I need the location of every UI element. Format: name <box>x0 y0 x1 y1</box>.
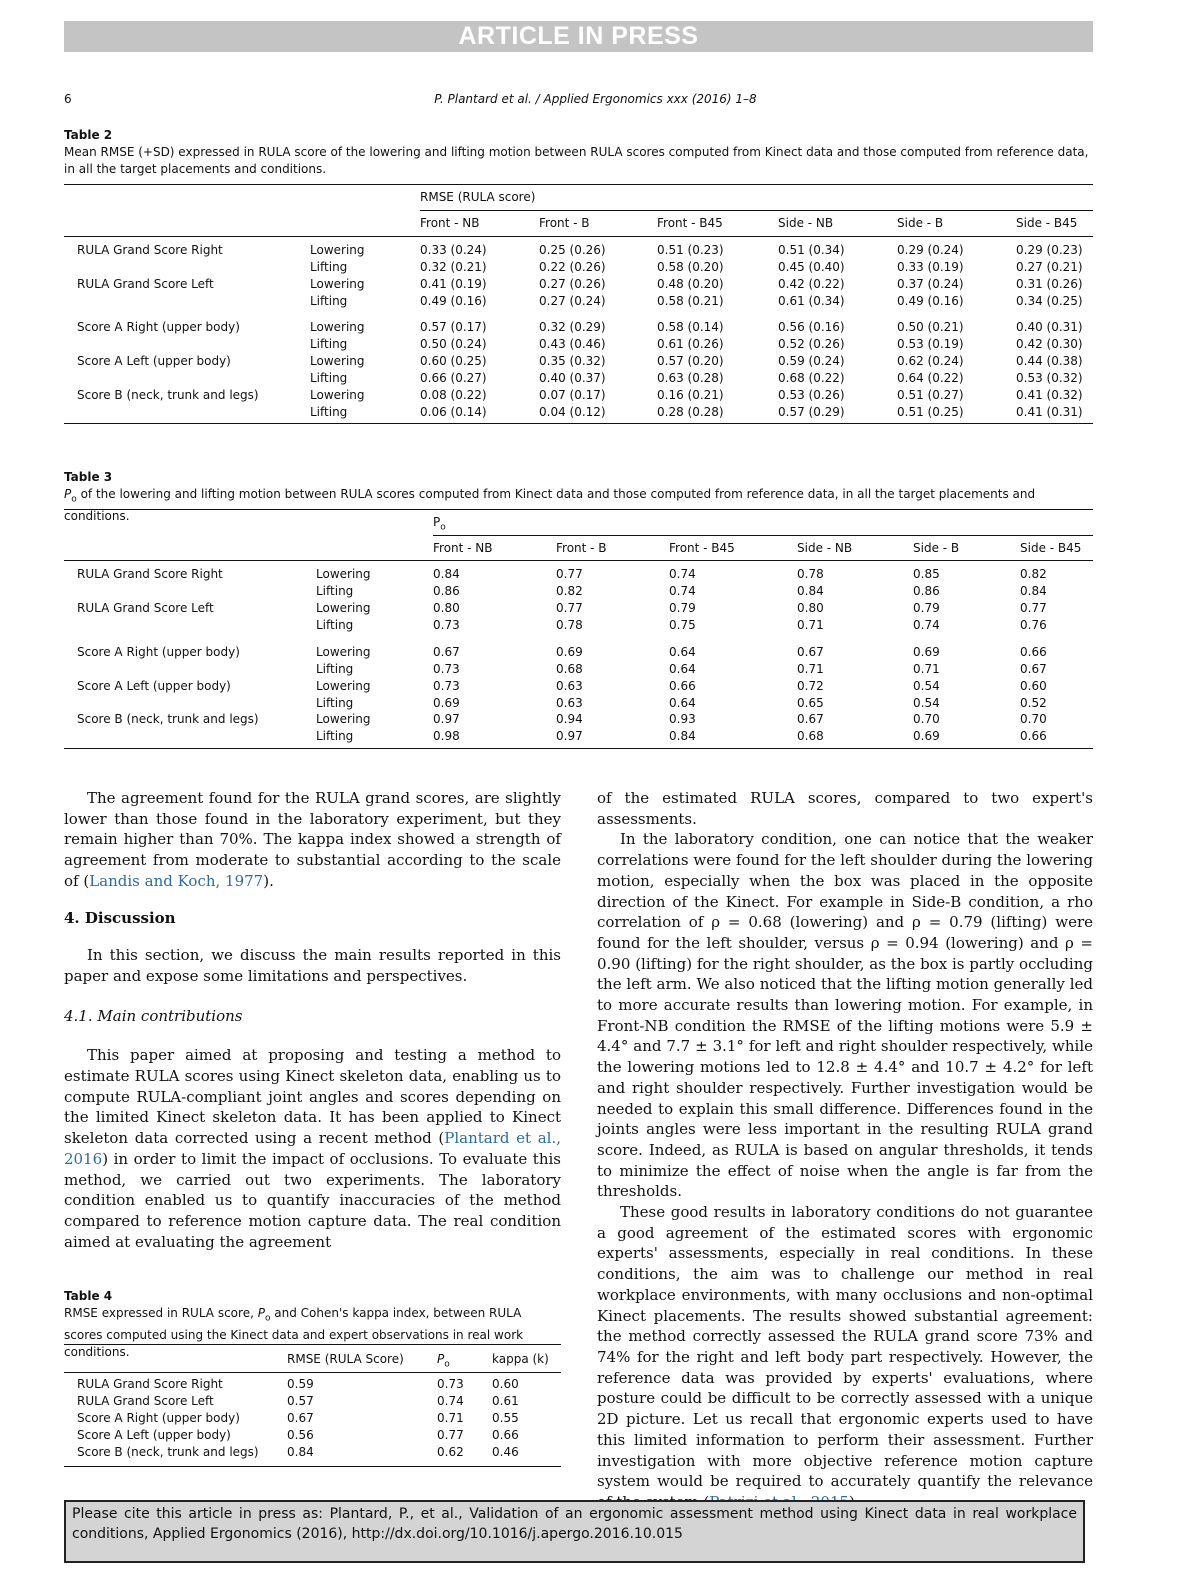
table3-cell: 0.69 <box>433 696 460 710</box>
table3-row-motion: Lifting <box>316 696 354 710</box>
table4-cell: 0.56 <box>287 1428 314 1442</box>
table2-cell: 0.06 (0.14) <box>420 405 487 419</box>
table2-cell: 0.42 (0.30) <box>1016 337 1083 351</box>
table4-cell: 0.59 <box>287 1377 314 1391</box>
table3-row-name: RULA Grand Score Right <box>77 567 223 581</box>
table2-cell: 0.50 (0.21) <box>897 320 964 334</box>
table3-row-motion: Lowering <box>316 601 371 615</box>
table3-row-motion: Lifting <box>316 584 354 598</box>
table4-row-name: RULA Grand Score Left <box>77 1394 214 1408</box>
table2-row-name: Score A Left (upper body) <box>77 354 231 368</box>
table3-col-header: Side - B <box>913 541 960 555</box>
table2-cell: 0.49 (0.16) <box>897 294 964 308</box>
table4-cell: 0.73 <box>437 1377 464 1391</box>
right-paragraph-3: These good results in laboratory conditions do not guarantee a good agreement of the estimated scores with ergonomic experts' assessments, especially in real conditions. In these conditions, the aim was to challenge our method in real workplace environments, with many occlusions and non-optimal Kinect placements. The results showed substantial agreement: the method correctly assessed the RULA grand score 73% and 74% for the right and left body part respectively. However, the reference data was provided by experts' evaluations, where posture could be difficult to be correctly assessed with a unique 2D picture. Let us recall that ergonomic experts used to have this limited information to perform their assessment. Further investigation with more objective reference motion capture system would be required to accurately quantify the relevance <box>597 1202 1093 1513</box>
table2-cell: 0.63 (0.28) <box>657 371 724 385</box>
table3-col-header: Side - NB <box>797 541 853 555</box>
table3-row-motion: Lowering <box>316 679 371 693</box>
table3-cell: 0.66 <box>669 679 696 693</box>
table2-cell: 0.43 (0.46) <box>539 337 606 351</box>
table2-cell: 0.28 (0.28) <box>657 405 724 419</box>
table2-cell: 0.04 (0.12) <box>539 405 606 419</box>
article-in-press-banner: ARTICLE IN PRESS <box>64 21 1093 52</box>
table3-row-motion: Lifting <box>316 618 354 632</box>
table3-label: Table 3 <box>64 470 113 484</box>
table3-cell: 0.64 <box>669 696 696 710</box>
table3-cell: 0.71 <box>797 618 824 632</box>
table3-cell: 0.93 <box>669 712 696 726</box>
table2-cell: 0.33 (0.19) <box>897 260 964 274</box>
right-column <box>597 788 1093 1513</box>
left-paragraph-1: The agreement found for the RULA grand scores, are slightly lower than those found in the laboratory experiment, but they remain higher than 70%. The kappa index showed a strength of agreement from moderate to substantial according to the scale of (Landis and Koch, 1977). <box>64 789 561 890</box>
table4-cell: 0.71 <box>437 1411 464 1425</box>
table3-row-name: Score B (neck, trunk and legs) <box>77 712 259 726</box>
table3-cell: 0.79 <box>669 601 696 615</box>
table3-cell: 0.69 <box>913 645 940 659</box>
table2-cell: 0.56 (0.16) <box>778 320 845 334</box>
table2-cell: 0.29 (0.23) <box>1016 243 1083 257</box>
table2-cell: 0.40 (0.31) <box>1016 320 1083 334</box>
table3-cell: 0.68 <box>556 662 583 676</box>
table3-cell: 0.70 <box>913 712 940 726</box>
table2-row-name: RULA Grand Score Right <box>77 243 223 257</box>
table2-cell: 0.58 (0.14) <box>657 320 724 334</box>
table2-row-motion: Lifting <box>310 371 348 385</box>
table2-cell: 0.16 (0.21) <box>657 388 724 402</box>
table3-cell: 0.78 <box>556 618 583 632</box>
table2-row-name: Score A Right (upper body) <box>77 320 240 334</box>
table2-cell: 0.57 (0.29) <box>778 405 845 419</box>
table2-row-motion: Lowering <box>310 354 365 368</box>
table4-cell: 0.66 <box>492 1428 519 1442</box>
table3-row-name: RULA Grand Score Left <box>77 601 214 615</box>
table3-cell: 0.67 <box>433 645 460 659</box>
table2-row-motion: Lowering <box>310 388 365 402</box>
table3-cell: 0.98 <box>433 729 460 743</box>
table3-cell: 0.69 <box>913 729 940 743</box>
table2-col-header: Front - B45 <box>657 216 723 230</box>
table2-cell: 0.48 (0.20) <box>657 277 724 291</box>
table2-row-motion: Lifting <box>310 294 348 308</box>
table2-cell: 0.64 (0.22) <box>897 371 964 385</box>
subsection-heading-main-contributions: 4.1. Main contributions <box>64 1006 243 1025</box>
table3-cell: 0.66 <box>1020 729 1047 743</box>
table4-caption: Table 4 RMSE expressed in RULA score, $P_o$ and Cohen's kappa index, between RULA scores computed using the Kinect data and expert observations in real work conditions. <box>64 1288 561 1361</box>
table3-row-motion: Lifting <box>316 729 354 743</box>
table3-cell: 0.73 <box>433 618 460 632</box>
table3-cell: 0.69 <box>556 645 583 659</box>
table4-col-header: kappa (k) <box>492 1352 549 1366</box>
table2-col-header: Side - B <box>897 216 944 230</box>
table2-cell: 0.58 (0.21) <box>657 294 724 308</box>
table3-cell: 0.65 <box>797 696 824 710</box>
table2-cell: 0.32 (0.21) <box>420 260 487 274</box>
table2-cell: 0.49 (0.16) <box>420 294 487 308</box>
table2-row-motion: Lowering <box>310 243 365 257</box>
table3-cell: 0.77 <box>556 601 583 615</box>
table4-cell: 0.57 <box>287 1394 314 1408</box>
table2-cell: 0.32 (0.29) <box>539 320 606 334</box>
table3-cell: 0.64 <box>669 645 696 659</box>
left-paragraph-2: In this section, we discuss the main results reported in this paper and expose some limitations and perspectives. <box>64 946 561 985</box>
table2-cell: 0.29 (0.24) <box>897 243 964 257</box>
table2-caption <box>64 127 1093 178</box>
table4-cell: 0.60 <box>492 1377 519 1391</box>
table2-cell: 0.62 (0.24) <box>897 354 964 368</box>
table2-cell: 0.31 (0.26) <box>1016 277 1083 291</box>
table3-group-header: $P_o$ <box>433 515 446 533</box>
table3-cell: 0.72 <box>797 679 824 693</box>
table2-row-motion: Lifting <box>310 337 348 351</box>
table2-cell: 0.37 (0.24) <box>897 277 964 291</box>
table3-cell: 0.67 <box>1020 662 1047 676</box>
table4-row-name: Score A Right (upper body) <box>77 1411 240 1425</box>
table3-cell: 0.54 <box>913 696 940 710</box>
table2-row-motion: Lifting <box>310 405 348 419</box>
table2-cell: 0.25 (0.26) <box>539 243 606 257</box>
table3-col-header: Front - B <box>556 541 607 555</box>
table4-cell: 0.55 <box>492 1411 519 1425</box>
table3-cell: 0.84 <box>433 567 460 581</box>
table3-cell: 0.76 <box>1020 618 1047 632</box>
table3-row-motion: Lifting <box>316 662 354 676</box>
table3-row-motion: Lowering <box>316 567 371 581</box>
table3-caption-text: of the lowering and lifting motion between RULA scores computed from Kinect data and those computed from reference data, in all the target placements and conditions. <box>64 487 1036 524</box>
running-head: P. Plantard et al. / Applied Ergonomics xxx (2016) 1–8 <box>434 92 757 106</box>
table2-cell: 0.51 (0.25) <box>897 405 964 419</box>
table3-row-motion: Lowering <box>316 645 371 659</box>
table3-cell: 0.67 <box>797 645 824 659</box>
table2-cell: 0.60 (0.25) <box>420 354 487 368</box>
table4-cell: 0.62 <box>437 1445 464 1459</box>
table4-row-name: Score A Left (upper body) <box>77 1428 231 1442</box>
table2-cell: 0.27 (0.26) <box>539 277 606 291</box>
table3-cell: 0.82 <box>556 584 583 598</box>
table2-row-name: RULA Grand Score Left <box>77 277 214 291</box>
table4-cell: 0.67 <box>287 1411 314 1425</box>
table2-cell: 0.51 (0.27) <box>897 388 964 402</box>
table2-col-header: Side - B45 <box>1016 216 1078 230</box>
table3-cell: 0.86 <box>913 584 940 598</box>
table3-cell: 0.94 <box>556 712 583 726</box>
table4-cell: 0.46 <box>492 1445 519 1459</box>
table2-cell: 0.08 (0.22) <box>420 388 487 402</box>
table2-cell: 0.53 (0.26) <box>778 388 845 402</box>
table3-cell: 0.74 <box>913 618 940 632</box>
table2-cell: 0.41 (0.32) <box>1016 388 1083 402</box>
table3-cell: 0.75 <box>669 618 696 632</box>
table3-cell: 0.73 <box>433 679 460 693</box>
table4-col-header: $P_o$ <box>437 1352 450 1370</box>
table2-row-name: Score B (neck, trunk and legs) <box>77 388 259 402</box>
left-column <box>64 788 561 1252</box>
table2-cell: 0.61 (0.26) <box>657 337 724 351</box>
ref-plantard-2016[interactable]: Plantard et al., 2016 <box>64 1129 561 1168</box>
table3-cell: 0.63 <box>556 679 583 693</box>
table2-cell: 0.42 (0.22) <box>778 277 845 291</box>
table3-row-motion: Lowering <box>316 712 371 726</box>
table2-cell: 0.51 (0.23) <box>657 243 724 257</box>
table3-cell: 0.84 <box>1020 584 1047 598</box>
table2-cell: 0.40 (0.37) <box>539 371 606 385</box>
table3-cell: 0.71 <box>797 662 824 676</box>
table3-cell: 0.67 <box>797 712 824 726</box>
table2-cell: 0.33 (0.24) <box>420 243 487 257</box>
table2-caption-text: Mean RMSE (+SD) expressed in RULA score of the lowering and lifting motion between RULA scores computed from Kinect data and those computed from reference data, in all the target placements and conditions. <box>64 145 1089 176</box>
page-number: 6 <box>64 92 72 106</box>
table3-row-name: Score A Left (upper body) <box>77 679 231 693</box>
table4-cell: 0.77 <box>437 1428 464 1442</box>
table2-cell: 0.45 (0.40) <box>778 260 845 274</box>
table3-cell: 0.60 <box>1020 679 1047 693</box>
table2-cell: 0.27 (0.21) <box>1016 260 1083 274</box>
left-paragraph-3: This paper aimed at proposing and testing a method to estimate RULA scores using Kinect skeleton data, enabling us to compute RULA-compliant joint angles and scores depending on the limited Kinect skeleton data. It has been applied to Kinect skeleton data corrected using a recent method (Plantard et al., 2016) in order to limit the impact of occlusions. To evaluate this method, we carried out two experiments. The laboratory condition enabled us to quantify inaccuracies of the method compared to reference motion capture data. The real condition aimed at evaluating the agreement <box>64 1046 561 1251</box>
table3-cell: 0.97 <box>556 729 583 743</box>
table2-cell: 0.22 (0.26) <box>539 260 606 274</box>
table2-cell: 0.52 (0.26) <box>778 337 845 351</box>
table2-cell: 0.34 (0.25) <box>1016 294 1083 308</box>
table2-label: Table 2 <box>64 128 113 142</box>
table2-cell: 0.51 (0.34) <box>778 243 845 257</box>
table2-col-header: Side - NB <box>778 216 834 230</box>
citation-box: Please cite this article in press as: Plantard, P., et al., Validation of an ergonomic assessment method using Kinect data in real workplace conditions, Applied Ergonomics (2016), http://dx.doi.org/10.1016/j.apergo.2016.10.015 <box>64 1500 1085 1563</box>
ref-landis-koch[interactable]: Landis and Koch, 1977 <box>89 871 264 890</box>
table3-cell: 0.80 <box>433 601 460 615</box>
table4-label: Table 4 <box>64 1289 113 1303</box>
table3-cell: 0.77 <box>1020 601 1047 615</box>
table3-cell: 0.80 <box>797 601 824 615</box>
table2-cell: 0.35 (0.32) <box>539 354 606 368</box>
table2-cell: 0.58 (0.20) <box>657 260 724 274</box>
table2-cell: 0.53 (0.19) <box>897 337 964 351</box>
table2-row-motion: Lowering <box>310 320 365 334</box>
table2-row-motion: Lowering <box>310 277 365 291</box>
table2-cell: 0.44 (0.38) <box>1016 354 1083 368</box>
table2-col-header: Front - NB <box>420 216 480 230</box>
table3-caption-symbol: P <box>64 487 72 501</box>
table3-cell: 0.97 <box>433 712 460 726</box>
table3-col-header: Side - B45 <box>1020 541 1082 555</box>
table4-col-header: RMSE (RULA Score) <box>287 1352 404 1366</box>
table3-cell: 0.82 <box>1020 567 1047 581</box>
table4-row-name: Score B (neck, trunk and legs) <box>77 1445 259 1459</box>
table4-cell: 0.74 <box>437 1394 464 1408</box>
table2-cell: 0.07 (0.17) <box>539 388 606 402</box>
table3-cell: 0.52 <box>1020 696 1047 710</box>
table3-cell: 0.84 <box>669 729 696 743</box>
table3-cell: 0.78 <box>797 567 824 581</box>
table2-cell: 0.57 (0.17) <box>420 320 487 334</box>
table2-cell: 0.41 (0.19) <box>420 277 487 291</box>
table3-caption <box>64 469 1104 525</box>
section-heading-discussion: 4. Discussion <box>64 908 176 927</box>
table2-cell: 0.59 (0.24) <box>778 354 845 368</box>
table3-cell: 0.79 <box>913 601 940 615</box>
table3-cell: 0.74 <box>669 584 696 598</box>
table3-row-name: Score A Right (upper body) <box>77 645 240 659</box>
table3-cell: 0.84 <box>797 584 824 598</box>
table3-cell: 0.77 <box>556 567 583 581</box>
table3-cell: 0.68 <box>797 729 824 743</box>
table2-cell: 0.57 (0.20) <box>657 354 724 368</box>
table2-cell: 0.61 (0.34) <box>778 294 845 308</box>
table3-col-header: Front - NB <box>433 541 493 555</box>
table4-cell: 0.84 <box>287 1445 314 1459</box>
table3-cell: 0.70 <box>1020 712 1047 726</box>
table3-cell: 0.54 <box>913 679 940 693</box>
table3-cell: 0.66 <box>1020 645 1047 659</box>
table3-caption-sub: o <box>71 494 77 505</box>
table3-cell: 0.63 <box>556 696 583 710</box>
table3-col-header: Front - B45 <box>669 541 735 555</box>
table2-cell: 0.27 (0.24) <box>539 294 606 308</box>
table2-cell: 0.53 (0.32) <box>1016 371 1083 385</box>
table2-col-header: Front - B <box>539 216 590 230</box>
table3-cell: 0.74 <box>669 567 696 581</box>
table2-group-header: RMSE (RULA score) <box>420 190 536 204</box>
right-paragraph-1: of the estimated RULA scores, compared to two expert's assessments. <box>597 789 1093 828</box>
right-paragraph-2: In the laboratory condition, one can notice that the weaker correlations were found for the left shoulder during the lowering motion, especially when the box was placed in the opposite direction of the Kinect. For example in Side-B condition, a rho correlation of ρ = 0.68 (lowering) and ρ = 0.79 (lifting) were found for the left shoulder, versus ρ = 0.94 (lowering) and ρ = 0.90 (lifting) for the right shoulder, as the box is partly occluding the left arm. We also noticed that the lifting motion generally led to more accurate results than lowering motion. For example, in Front-NB condition the RMSE of the lifting motions were 5.9 ± 4.4° and 7.7 ± 3.1° for left and right shoulder respectively, while the lowering motions led to 12.8 ± 4.4° and 10.7 ± 4.2° for left and right shoulder respectively. Further investigation would be needed to explain this small difference. Differences found in the joints angles were less important in the resulting RULA grand score. Indeed, as RULA is based on angular thresholds, it tends to minimize the effect of noise when the angle is far from the thresholds. <box>597 830 1093 1201</box>
table3-cell: 0.85 <box>913 567 940 581</box>
table2-cell: 0.50 (0.24) <box>420 337 487 351</box>
table3-cell: 0.73 <box>433 662 460 676</box>
table3-cell: 0.86 <box>433 584 460 598</box>
table2-cell: 0.41 (0.31) <box>1016 405 1083 419</box>
table2-cell: 0.66 (0.27) <box>420 371 487 385</box>
table2-cell: 0.68 (0.22) <box>778 371 845 385</box>
table3-cell: 0.64 <box>669 662 696 676</box>
table3-cell: 0.71 <box>913 662 940 676</box>
table2-row-motion: Lifting <box>310 260 348 274</box>
table4-cell: 0.61 <box>492 1394 519 1408</box>
table4-row-name: RULA Grand Score Right <box>77 1377 223 1391</box>
